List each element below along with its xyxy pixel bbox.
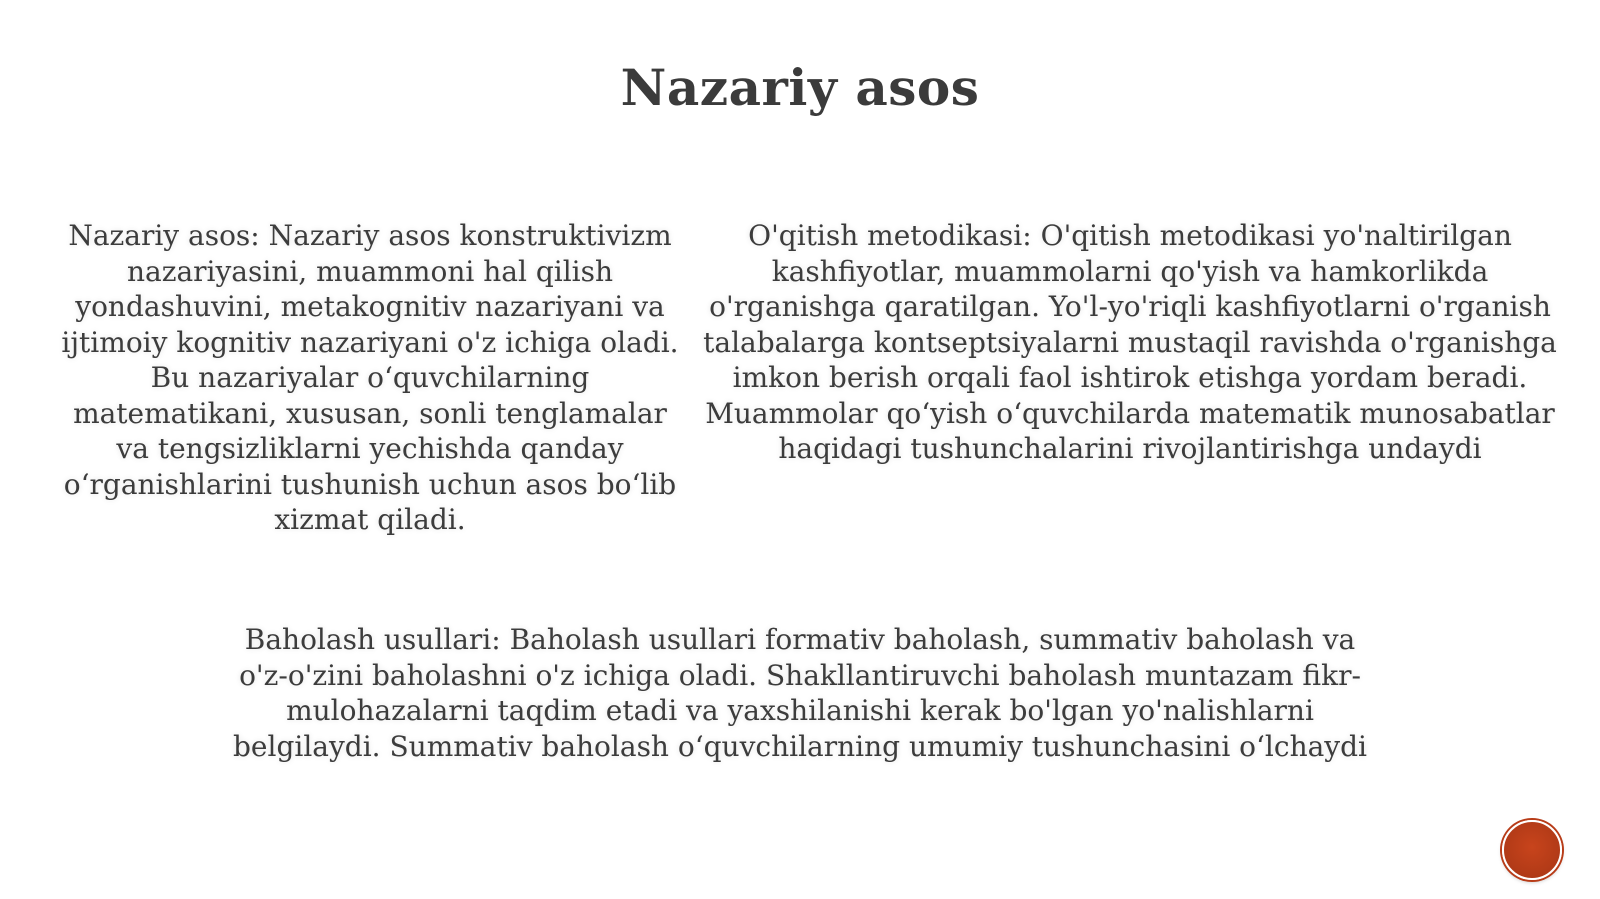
slide-title: Nazariy asos bbox=[620, 58, 980, 117]
assessment-methods-text bbox=[220, 622, 1380, 764]
teaching-methodology-body: O'qitish metodikasi yo'naltirilgan kashfiyotlar, muammolarni qo'yish va hamkorlikda o'rganishga qaratilgan. Yo'l-yo'riqli kashfiyotlarni o'rganish talabalarga kontseptsiyalarni mustaqil ravishda o'rganishga imkon berish orqali faol ishtirok etishga yordam beradi. Muammolar qo‘yish o‘quvchilarda matematik munosabatlar haqidagi tushunchalarini rivojlantirishga undaydi bbox=[703, 219, 1557, 465]
next-slide-button[interactable] bbox=[1502, 820, 1562, 880]
teaching-methodology-label: O'qitish metodikasi: bbox=[748, 219, 1032, 252]
assessment-methods-label: Baholash usullari: bbox=[244, 623, 501, 656]
theoretical-basis-label: Nazariy asos: bbox=[68, 219, 260, 252]
theoretical-basis-text bbox=[60, 218, 680, 538]
assessment-methods-body: Baholash usullari formativ baholash, summativ baholash va o'z-o'zini baholashni o'z ichiga oladi. Shakllantiruvchi baholash muntazam fikr-mulohazalarni taqdim etadi va yaxshilanishi kerak bo'lgan yo'nalishlarni belgilaydi. Summativ baholash o‘quvchilarning umumiy tushunchasini o‘lchaydi bbox=[233, 623, 1367, 763]
teaching-methodology-text bbox=[700, 218, 1560, 467]
theoretical-basis-body: Nazariy asos konstruktivizm nazariyasini, muammoni hal qilish yondashuvini, metakognitiv nazariyani va ijtimoiy kognitiv nazariyani o'z ichiga oladi. Bu nazariyalar o‘quvchilarning matematikani, xususan, sonli tenglamalar va tengsizliklarni yechishda qanday o‘rganishlarini tushunish uchun asos bo‘lib xizmat qiladi. bbox=[61, 219, 679, 536]
